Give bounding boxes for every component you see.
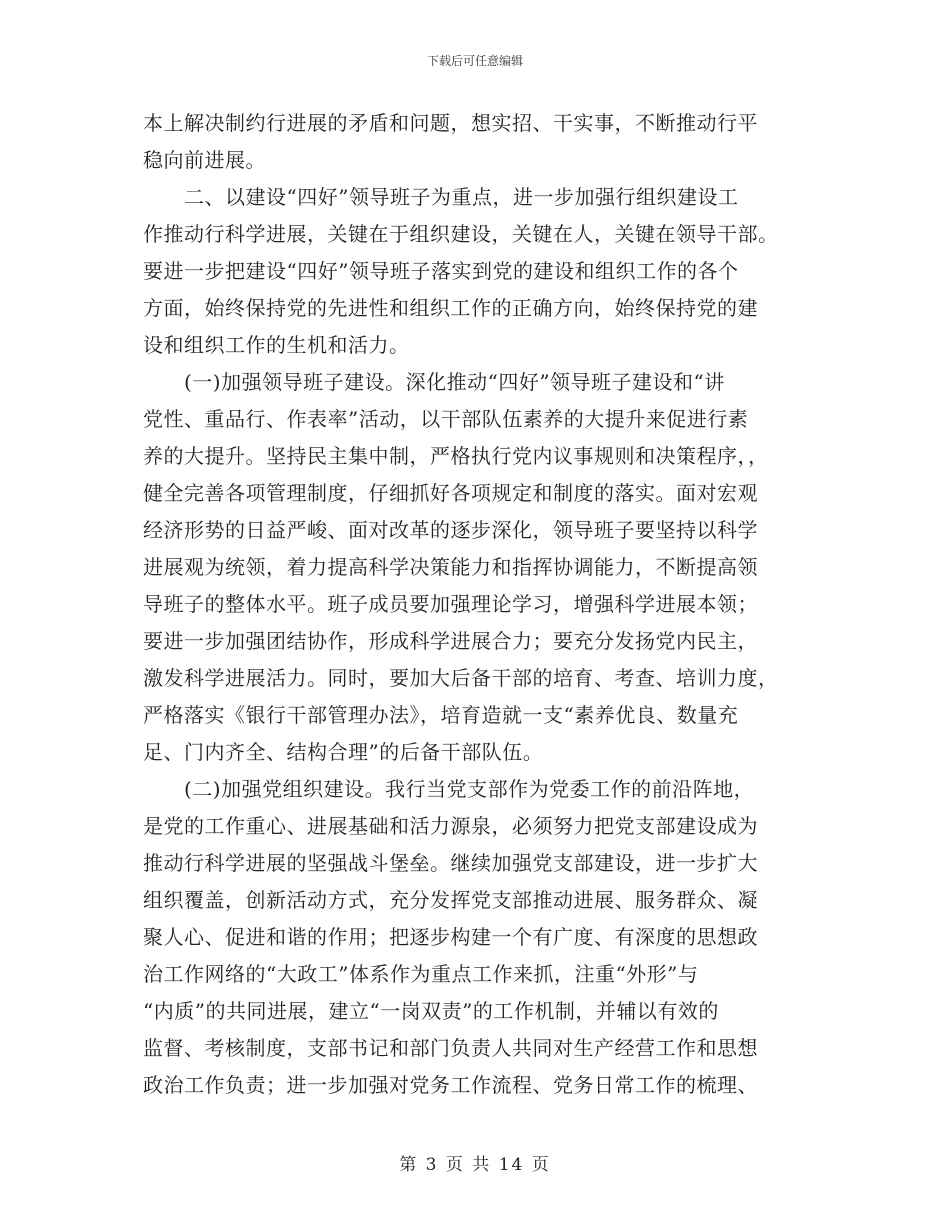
- text-line: 党性、重品行、作表率”活动，以干部队伍素养的大提升来促进行素: [143, 407, 749, 431]
- text-line: (一)加强领导班子建设。深化推动“四好”领导班子建设和“讲: [143, 370, 725, 394]
- text-line: 要进一步加强团结协作，形成科学进展合力；要充分发扬党内民主，: [143, 629, 758, 653]
- text-line: 足、门内齐全、结构合理”的后备干部队伍。: [143, 740, 544, 764]
- text-line: 经济形势的日益严峻、面对改革的逐步深化，领导班子要坚持以科学: [143, 518, 758, 542]
- text-line: 健全完善各项管理制度，仔细抓好各项规定和制度的落实。面对宏观: [143, 481, 758, 505]
- text-line: 作推动行科学进展，关键在于组织建设，关键在人，关键在领导干部。: [143, 222, 779, 246]
- text-line: 本上解决制约行进展的矛盾和问题，想实招、干实事，不断推动行平: [143, 111, 758, 135]
- text-line: 推动行科学进展的坚强战斗堡垒。继续加强党支部建设，进一步扩大: [143, 851, 758, 875]
- text-line: (二)加强党组织建设。我行当党支部作为党委工作的前沿阵地，: [143, 777, 755, 801]
- text-line: 政治工作负责；进一步加强对党务工作流程、党务日常工作的梳理、: [143, 1073, 758, 1097]
- text-line: 方面，始终保持党的先进性和组织工作的正确方向，始终保持党的建: [143, 296, 758, 320]
- text-line: 激发科学进展活力。同时，要加大后备干部的培育、考查、培训力度，: [143, 666, 779, 690]
- text-line: “内质”的共同进展，建立“一岗双责”的工作机制，并辅以有效的: [143, 999, 719, 1023]
- text-line: 导班子的整体水平。班子成员要加强理论学习，增强科学进展本领；: [143, 592, 758, 616]
- document-body: [143, 105, 807, 1104]
- text-line: 养的大提升。坚持民主集中制，严格执行党内议事规则和决策程序，，: [143, 444, 769, 468]
- text-line: 组织覆盖，创新活动方式，充分发挥党支部推动进展、服务群众、凝: [143, 888, 758, 912]
- text-line: 监督、考核制度，支部书记和部门负责人共同对生产经营工作和思想: [143, 1036, 758, 1060]
- text-line: 治工作网络的“大政工”体系作为重点工作来抓，注重“外形”与: [143, 962, 699, 986]
- text-line: 是党的工作重心、进展基础和活力源泉，必须努力把党支部建设成为: [143, 814, 758, 838]
- text-line: 稳向前进展。: [143, 148, 266, 172]
- text-line: 进展观为统领，着力提高科学决策能力和指挥协调能力，不断提高领: [143, 555, 758, 579]
- page-header: 下载后可任意编辑: [426, 54, 523, 68]
- text-line: 要进一步把建设“四好”领导班子落实到党的建设和组织工作的各个: [143, 259, 739, 283]
- page-number-footer: 第 3 页 共 14 页: [399, 1155, 551, 1175]
- text-line: 二、以建设“四好”领导班子为重点，进一步加强行组织建设工: [143, 185, 739, 209]
- text-line: 聚人心、促进和谐的作用；把逐步构建一个有广度、有深度的思想政: [143, 925, 758, 949]
- text-line: 严格落实《银行干部管理办法》，培育造就一支“素养优良、数量充: [143, 703, 739, 727]
- text-line: 设和组织工作的生机和活力。: [143, 333, 410, 357]
